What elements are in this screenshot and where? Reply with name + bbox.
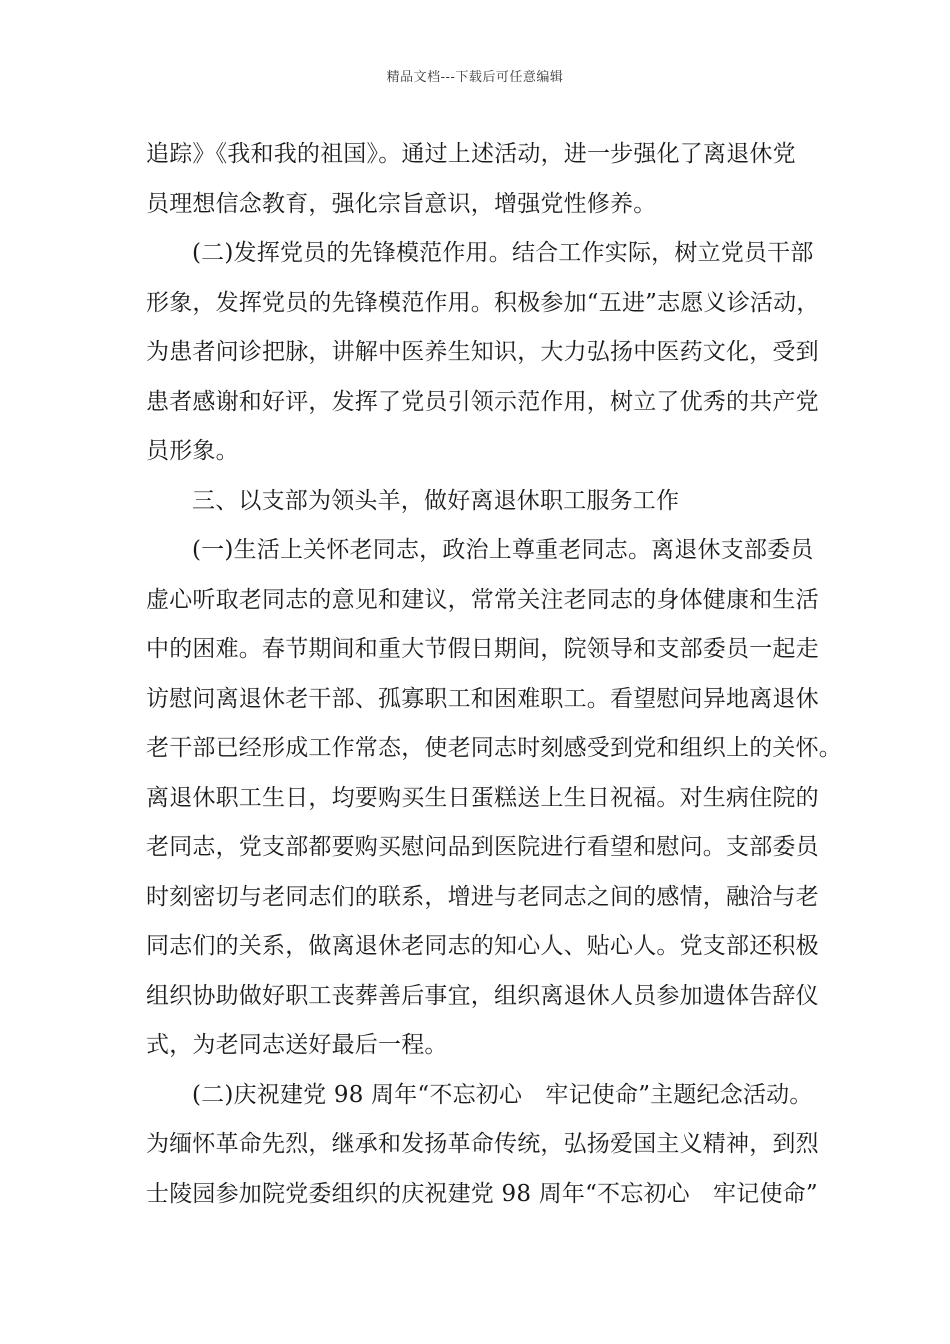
text-line: (一)生活上关怀老同志，政治上尊重老同志。离退休支部委员: [192, 537, 814, 563]
text-line: 患者感谢和好评，发挥了党员引领示范作用，树立了优秀的共产党: [146, 388, 819, 415]
text-line: 老干部已经形成工作常态，使老同志时刻感受到党和组织上的关怀。: [146, 735, 842, 761]
text-line: 士陵园参加院党委组织的庆祝建党 98 周年“不忘初心 牢记使命”: [146, 1180, 818, 1207]
text-line: 为缅怀革命先烈，继承和发扬革命传统，弘扬爱国主义精神，到烈: [146, 1131, 819, 1157]
text-line: 追踪》《我和我的祖国》。通过上述活动，进一步强化了离退休党: [146, 141, 796, 167]
text-line: 为患者问诊把脉，讲解中医养生知识，大力弘扬中医药文化，受到: [146, 339, 819, 365]
text-line: 同志们的关系，做离退休老同志的知心人、贴心人。党支部还积极: [146, 933, 819, 959]
page-header: 精品文档---下载后可任意编辑: [386, 70, 564, 85]
text-line: 虚心听取老同志的意见和建议，常常关注老同志的身体健康和生活: [146, 586, 819, 613]
text-line: 中的困难。春节期间和重大节假日期间，院领导和支部委员一起走: [146, 636, 819, 662]
text-line: 式，为老同志送好最后一程。: [146, 1032, 448, 1058]
document-body: [146, 130, 842, 1219]
text-line: 老同志，党支部都要购买慰问品到医院进行看望和慰问。支部委员: [146, 834, 819, 860]
text-line: (二)发挥党员的先锋模范作用。结合工作实际，树立党员干部: [192, 240, 814, 266]
text-line: 形象，发挥党员的先锋模范作用。积极参加“五进”志愿义诊活动，: [146, 289, 820, 316]
text-line: 时刻密切与老同志们的联系，增进与老同志之间的感情，融洽与老: [146, 883, 819, 910]
text-line: 三、以支部为领头羊，做好离退休职工服务工作: [192, 487, 680, 514]
text-line: (二)庆祝建党 98 周年“不忘初心 牢记使命”主题纪念活动。: [192, 1081, 813, 1108]
text-line: 员理想信念教育，强化宗旨意识，增强党性修养。: [146, 190, 657, 217]
text-line: 员形象。: [146, 438, 239, 464]
text-line: 访慰问离退休老干部、孤寡职工和困难职工。看望慰问异地离退休: [146, 685, 819, 712]
text-line: 组织协助做好职工丧葬善后事宜，组织离退休人员参加遗体告辞仪: [146, 982, 819, 1009]
text-line: 离退休职工生日，均要购买生日蛋糕送上生日祝福。对生病住院的: [146, 784, 819, 811]
